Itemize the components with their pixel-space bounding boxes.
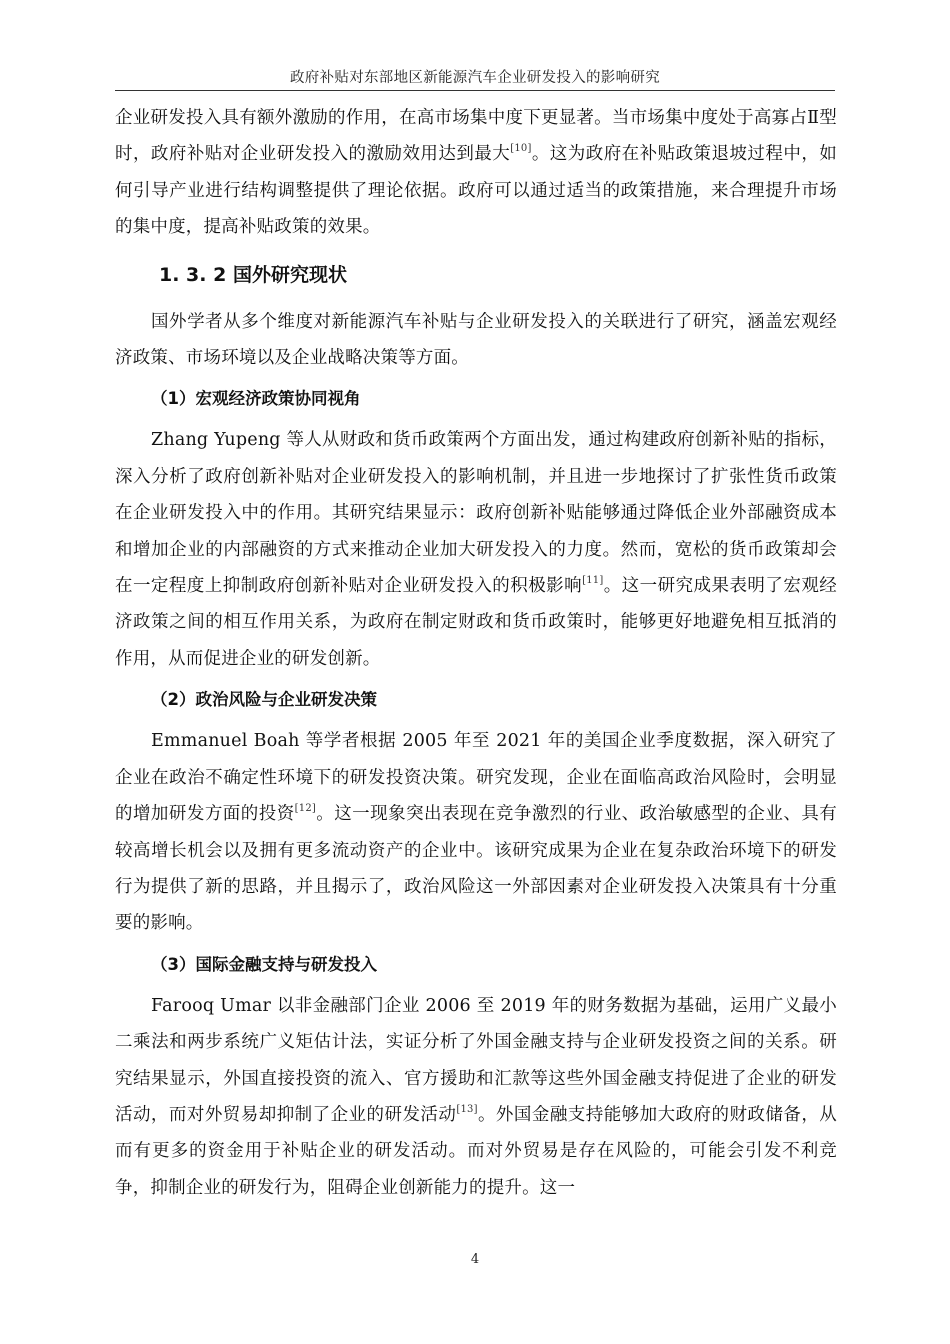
- paragraph-text: Zhang Yupeng 等人从财政和货币政策两个方面出发，通过构建政府创新补贴的指标，深入分析了政府创新补贴对企业研发投入的影响机制，并且进一步地探讨了扩张性货币政策在企业研发投入中的作用。其研究结果显示：政府创新补贴能够通过降低企业外部融资成本和增加企业的内部融资的方式来推动企业加大研发投入的力度。然而，宽松的货币政策却会在一定程度上抑制政府创新补贴对企业研发投入的积极影响: [115, 430, 837, 597]
- paragraph-text: Farooq Umar 以非金融部门企业 2006 至 2019 年的财务数据为基础，运用广义最小二乘法和两步系统广义矩估计法，实证分析了外国金融支持与企业研发投资之间的关系。研究结果显示，外国直接投资的流入、官方援助和汇款等这些外国金融支持促进了企业的研发活动，而对外贸易却抑制了企业的研发活动: [115, 995, 837, 1125]
- paragraph-text: 。这一研究成果表明了宏观经济政策之间的相互作用关系，为政府在制定财政和货币政策时，能够更好地避免相互抵消的作用，从而促进企业的研发创新。: [115, 576, 837, 669]
- page-content: [115, 100, 837, 1206]
- section-heading-foreign-research: 1. 3. 2 国外研究现状: [159, 263, 347, 286]
- subheading-political-risk: （2）政治风险与企业研发决策: [151, 690, 377, 710]
- citation-12: [12]: [294, 803, 316, 815]
- citation-10: [10]: [510, 143, 532, 155]
- subheading-macro-policy: （1）宏观经济政策协同视角: [151, 389, 361, 409]
- paragraph-emmanuel-boah: [115, 723, 837, 941]
- page-number: 4: [470, 1252, 480, 1267]
- paragraph-text: 。这为政府在补贴政策退坡过程中，如何引导产业进行结构调整提供了理论依据。政府可以通过适当的政策措施，来合理提升市场的集中度，提高补贴政策的效果。: [115, 144, 837, 238]
- paragraph-zhang-yupeng: [115, 422, 837, 677]
- header-divider: [115, 90, 835, 91]
- paragraph-foreign-overview: 国外学者从多个维度对新能源汽车补贴与企业研发投入的关联进行了研究，涵盖宏观经济政策、市场环境以及企业战略决策等方面。: [115, 311, 837, 369]
- citation-13: [13]: [456, 1103, 478, 1115]
- citation-11: [11]: [582, 575, 604, 587]
- paragraph-farooq-umar: [115, 988, 837, 1206]
- paragraph-text: Emmanuel Boah 等学者根据 2005 年至 2021 年的美国企业季度数据，深入研究了企业在政治不确定性环境下的研发投资决策。研究发现，企业在面临高政治风险时，会明显的增加研发方面的投资: [115, 731, 837, 825]
- paragraph-text: 。外国金融支持能够加大政府的财政储备，从而有更多的资金用于补贴企业的研发活动。而对外贸易是存在风险的，可能会引发不利竞争，抑制企业的研发行为，阻碍企业创新能力的提升。这一: [115, 1104, 837, 1198]
- paragraph-text: 。这一现象突出表现在竞争激烈的行业、政治敏感型的企业、具有较高增长机会以及拥有更多流动资产的企业中。该研究成果为企业在复杂政治环境下的研发行为提供了新的思路，并且揭示了，政治风险这一外部因素对企业研发投入决策具有十分重要的影响。: [115, 804, 837, 934]
- running-header-title: 政府补贴对东部地区新能源汽车企业研发投入的影响研究: [290, 70, 660, 86]
- subheading-international-finance: （3）国际金融支持与研发投入: [151, 954, 377, 974]
- paragraph-market-concentration: [115, 100, 837, 246]
- paragraph-text: 企业研发投入具有额外激励的作用，在高市场集中度下更显著。当市场集中度处于高寡占Ⅱ型时，政府补贴对企业研发投入的激励效用达到最大: [115, 108, 837, 165]
